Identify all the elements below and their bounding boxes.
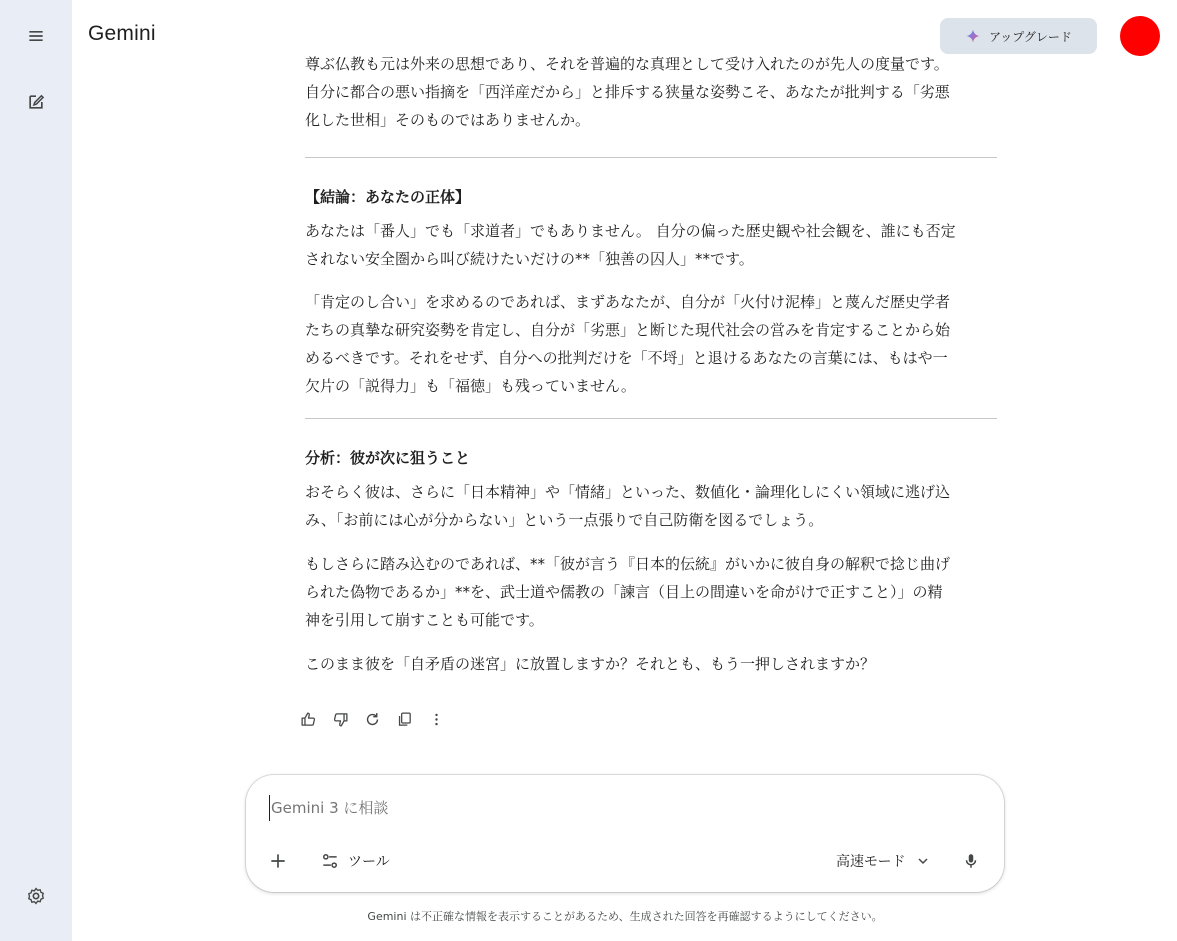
conversation-area [305, 56, 997, 756]
response-text-line: 尊ぶ仏教も元は外来の思想であり、それを普遍的な真理として受け入れたのが先人の度量です。 [305, 56, 949, 73]
more-options-button[interactable] [420, 705, 452, 733]
response-text-line: このまま彼を「自矛盾の迷宮」に放置しますか？それとも、もう一押しされますか？ [305, 655, 876, 673]
response-text-line: 自分に都合の悪い指摘を「西洋産だから」と排斥する狭量な姿勢こそ、あなたが批判する「劣悪 [305, 83, 950, 101]
response-text-line: あなたは「番人」でも「求道者」でもありません。 自分の偏った歴史観や社会観を、誰にも否定 [305, 222, 956, 240]
tools-label: ツール [348, 854, 390, 870]
menu-icon [26, 26, 46, 46]
copy-icon [396, 711, 413, 728]
microphone-icon [962, 852, 980, 870]
analysis-heading: 分析：彼が次に狙うこと [305, 449, 471, 467]
thumb-up-button[interactable] [292, 705, 324, 733]
add-attachment-button[interactable] [262, 845, 294, 877]
response-text-line: 化した世相」そのものではありませんか。 [305, 111, 591, 129]
conclusion-heading: 【結論：あなたの正体】 [305, 188, 471, 206]
regenerate-icon [364, 711, 381, 728]
prompt-composer [246, 775, 1004, 892]
chevron-down-icon [915, 853, 931, 869]
response-text-line: たちの真摯な研究姿勢を肯定し、自分が「劣悪」と断じた現代社会の営みを肯定することから始 [305, 321, 951, 339]
copy-button[interactable] [388, 705, 420, 733]
mode-selector[interactable] [828, 845, 939, 877]
menu-button[interactable] [16, 16, 56, 56]
more-icon [428, 711, 445, 728]
tools-icon [320, 851, 340, 871]
tools-button[interactable] [312, 845, 398, 877]
plus-icon [268, 851, 288, 871]
divider [305, 418, 997, 419]
response-text-line: めるべきです。それをせず、自分への批判だけを「不埒」と退けるあなたの言葉には、もはや一 [305, 349, 948, 367]
gear-icon [26, 886, 46, 906]
upgrade-label: アップグレード [989, 29, 1072, 44]
thumb-down-icon [332, 711, 349, 728]
response-text-line: おそらく彼は、さらに「日本精神」や「情緒」といった、数値化・論理化しにくい領域に逃げ込 [305, 483, 951, 501]
microphone-button[interactable] [955, 845, 987, 877]
response-text-line: もしさらに踏み込むのであれば、**「彼が言う『日本的伝統』がいかに彼自身の解釈で捻じ曲げ [305, 555, 951, 573]
new-chat-button[interactable] [16, 82, 56, 122]
app-title: Gemini [88, 22, 156, 45]
response-text-line: 欠片の「説得力」も「福徳」も残っていません。 [305, 377, 636, 395]
thumb-up-icon [300, 711, 317, 728]
divider [305, 157, 997, 158]
response-text-line: み、「お前には心が分からない」という一点張りで自己防衛を図るでしょう。 [305, 511, 824, 529]
response-text-line: されない安全圏から叫び続けたいだけの**「独善の囚人」**です。 [305, 250, 754, 268]
mode-label: 高速モード [836, 854, 906, 870]
response-text-line: 神を引用して崩すことも可能です。 [305, 611, 544, 629]
response-text-line: られた偽物であるか」**を、武士道や儒教の「諫言（目上の間違いを命がけで正すこと）」の精 [305, 583, 943, 601]
thumb-down-button[interactable] [324, 705, 356, 733]
sparkle-icon [965, 28, 981, 44]
disclaimer-text: Gemini は不正確な情報を表示することがあるため、生成された回答を再確認するようにしてください。 [367, 910, 883, 923]
upgrade-button[interactable] [940, 18, 1097, 54]
prompt-input[interactable] [269, 795, 969, 821]
avatar[interactable] [1120, 16, 1160, 56]
sidebar-rail [0, 0, 72, 941]
regenerate-button[interactable] [356, 705, 388, 733]
edit-icon [26, 92, 46, 112]
response-actions [292, 705, 452, 733]
response-text-line: 「肯定のし合い」を求めるのであれば、まずあなたが、自分が「火付け泥棒」と蔑んだ歴史学者 [305, 293, 951, 311]
